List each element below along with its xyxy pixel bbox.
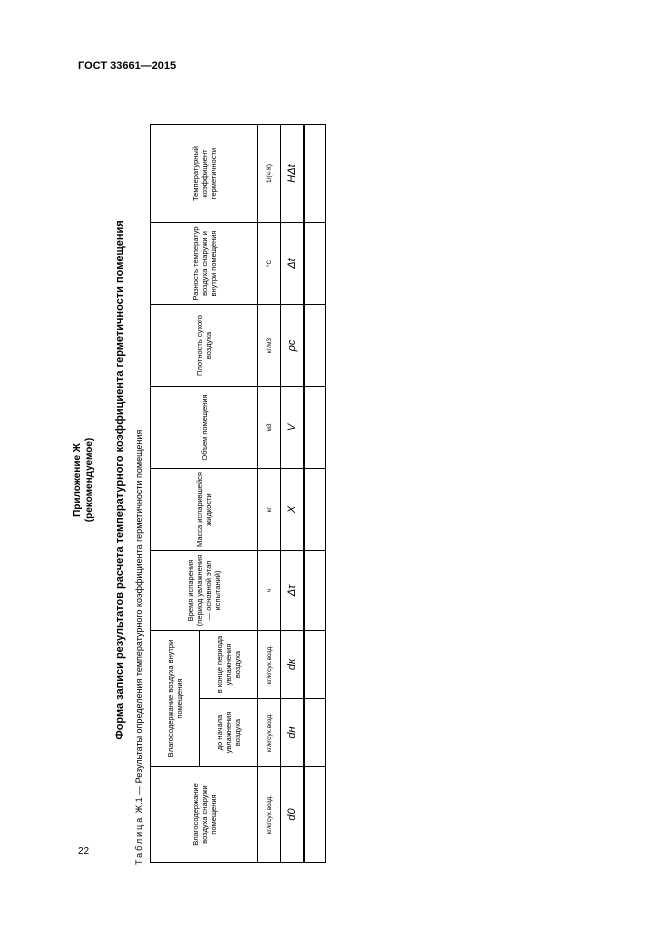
unit-cell: кг/кгсух.возд. (258, 631, 281, 699)
symbol-cell: Δτ (281, 551, 305, 631)
col-header-room-volume: Объем помещения (151, 387, 258, 469)
annex-status: (рекомендуемое) (84, 437, 95, 523)
empty-cell[interactable] (304, 767, 326, 863)
col-group-inside-humidity: Влагосодержание воздуха внутри помещения (151, 631, 200, 767)
empty-cell[interactable] (304, 387, 326, 469)
unit-cell: 1/(ч·К) (258, 125, 281, 223)
annex-title (72, 95, 96, 865)
col-header-temp-coefficient: Температурный коэффициент герметичности (151, 125, 258, 223)
symbols-row (281, 125, 305, 863)
caption-number: Ж.1 (134, 797, 144, 814)
symbol-cell: ρс (281, 305, 305, 387)
symbol-cell: V (281, 387, 305, 469)
unit-cell: кг/кгсух.возд. (258, 767, 281, 863)
document-code: ГОСТ 33661—2015 (78, 60, 177, 72)
empty-cell[interactable] (304, 469, 326, 551)
col-header-start-humidity: до начала увлажнения воздуха (200, 699, 258, 767)
col-header-end-humidity: в конце периода увлажнения воздуха (200, 631, 258, 699)
empty-cell[interactable] (304, 699, 326, 767)
symbol-cell: HΔt (281, 125, 305, 223)
symbol-cell: dк (281, 631, 305, 699)
col-header-air-density: Плотность сухого воздуха (151, 305, 258, 387)
col-header-evaporation-time: Время испарения (период увлажнения — основной этап испытаний) (151, 551, 258, 631)
page-number: 22 (78, 846, 90, 857)
unit-cell: кг/кгсух.возд. (258, 699, 281, 767)
unit-cell: °С (258, 223, 281, 305)
symbol-cell: dн (281, 699, 305, 767)
empty-cell[interactable] (304, 551, 326, 631)
unit-cell: ч (258, 551, 281, 631)
table-caption (134, 430, 144, 865)
unit-cell: кг (258, 469, 281, 551)
results-table (150, 124, 326, 863)
annex-name: Приложение Ж (72, 443, 83, 517)
col-header-liquid-mass: Масса испарившейся жидкости (151, 469, 258, 551)
header-row-1 (151, 125, 200, 863)
unit-cell: кг/м3 (258, 305, 281, 387)
caption-label: Таблица (134, 815, 144, 865)
symbol-cell: X (281, 469, 305, 551)
col-header-outside-humidity: Влагосодержание воздуха снаружи помещения (151, 767, 258, 863)
unit-cell: м3 (258, 387, 281, 469)
symbol-cell: d0 (281, 767, 305, 863)
empty-data-row (304, 125, 326, 863)
empty-cell[interactable] (304, 125, 326, 223)
form-title: Форма записи результатов расчета температурного коэффициента герметичности помещения (114, 220, 126, 740)
empty-cell[interactable] (304, 223, 326, 305)
empty-cell[interactable] (304, 631, 326, 699)
col-header-temp-difference: Разность температур воздуха снаружи и внутри помещения (151, 223, 258, 305)
empty-cell[interactable] (304, 305, 326, 387)
units-row (258, 125, 281, 863)
caption-text: — Результаты определения температурного коэффициента герметичности помещения (134, 429, 144, 795)
rotated-annex-block (72, 95, 302, 865)
symbol-cell: Δt (281, 223, 305, 305)
